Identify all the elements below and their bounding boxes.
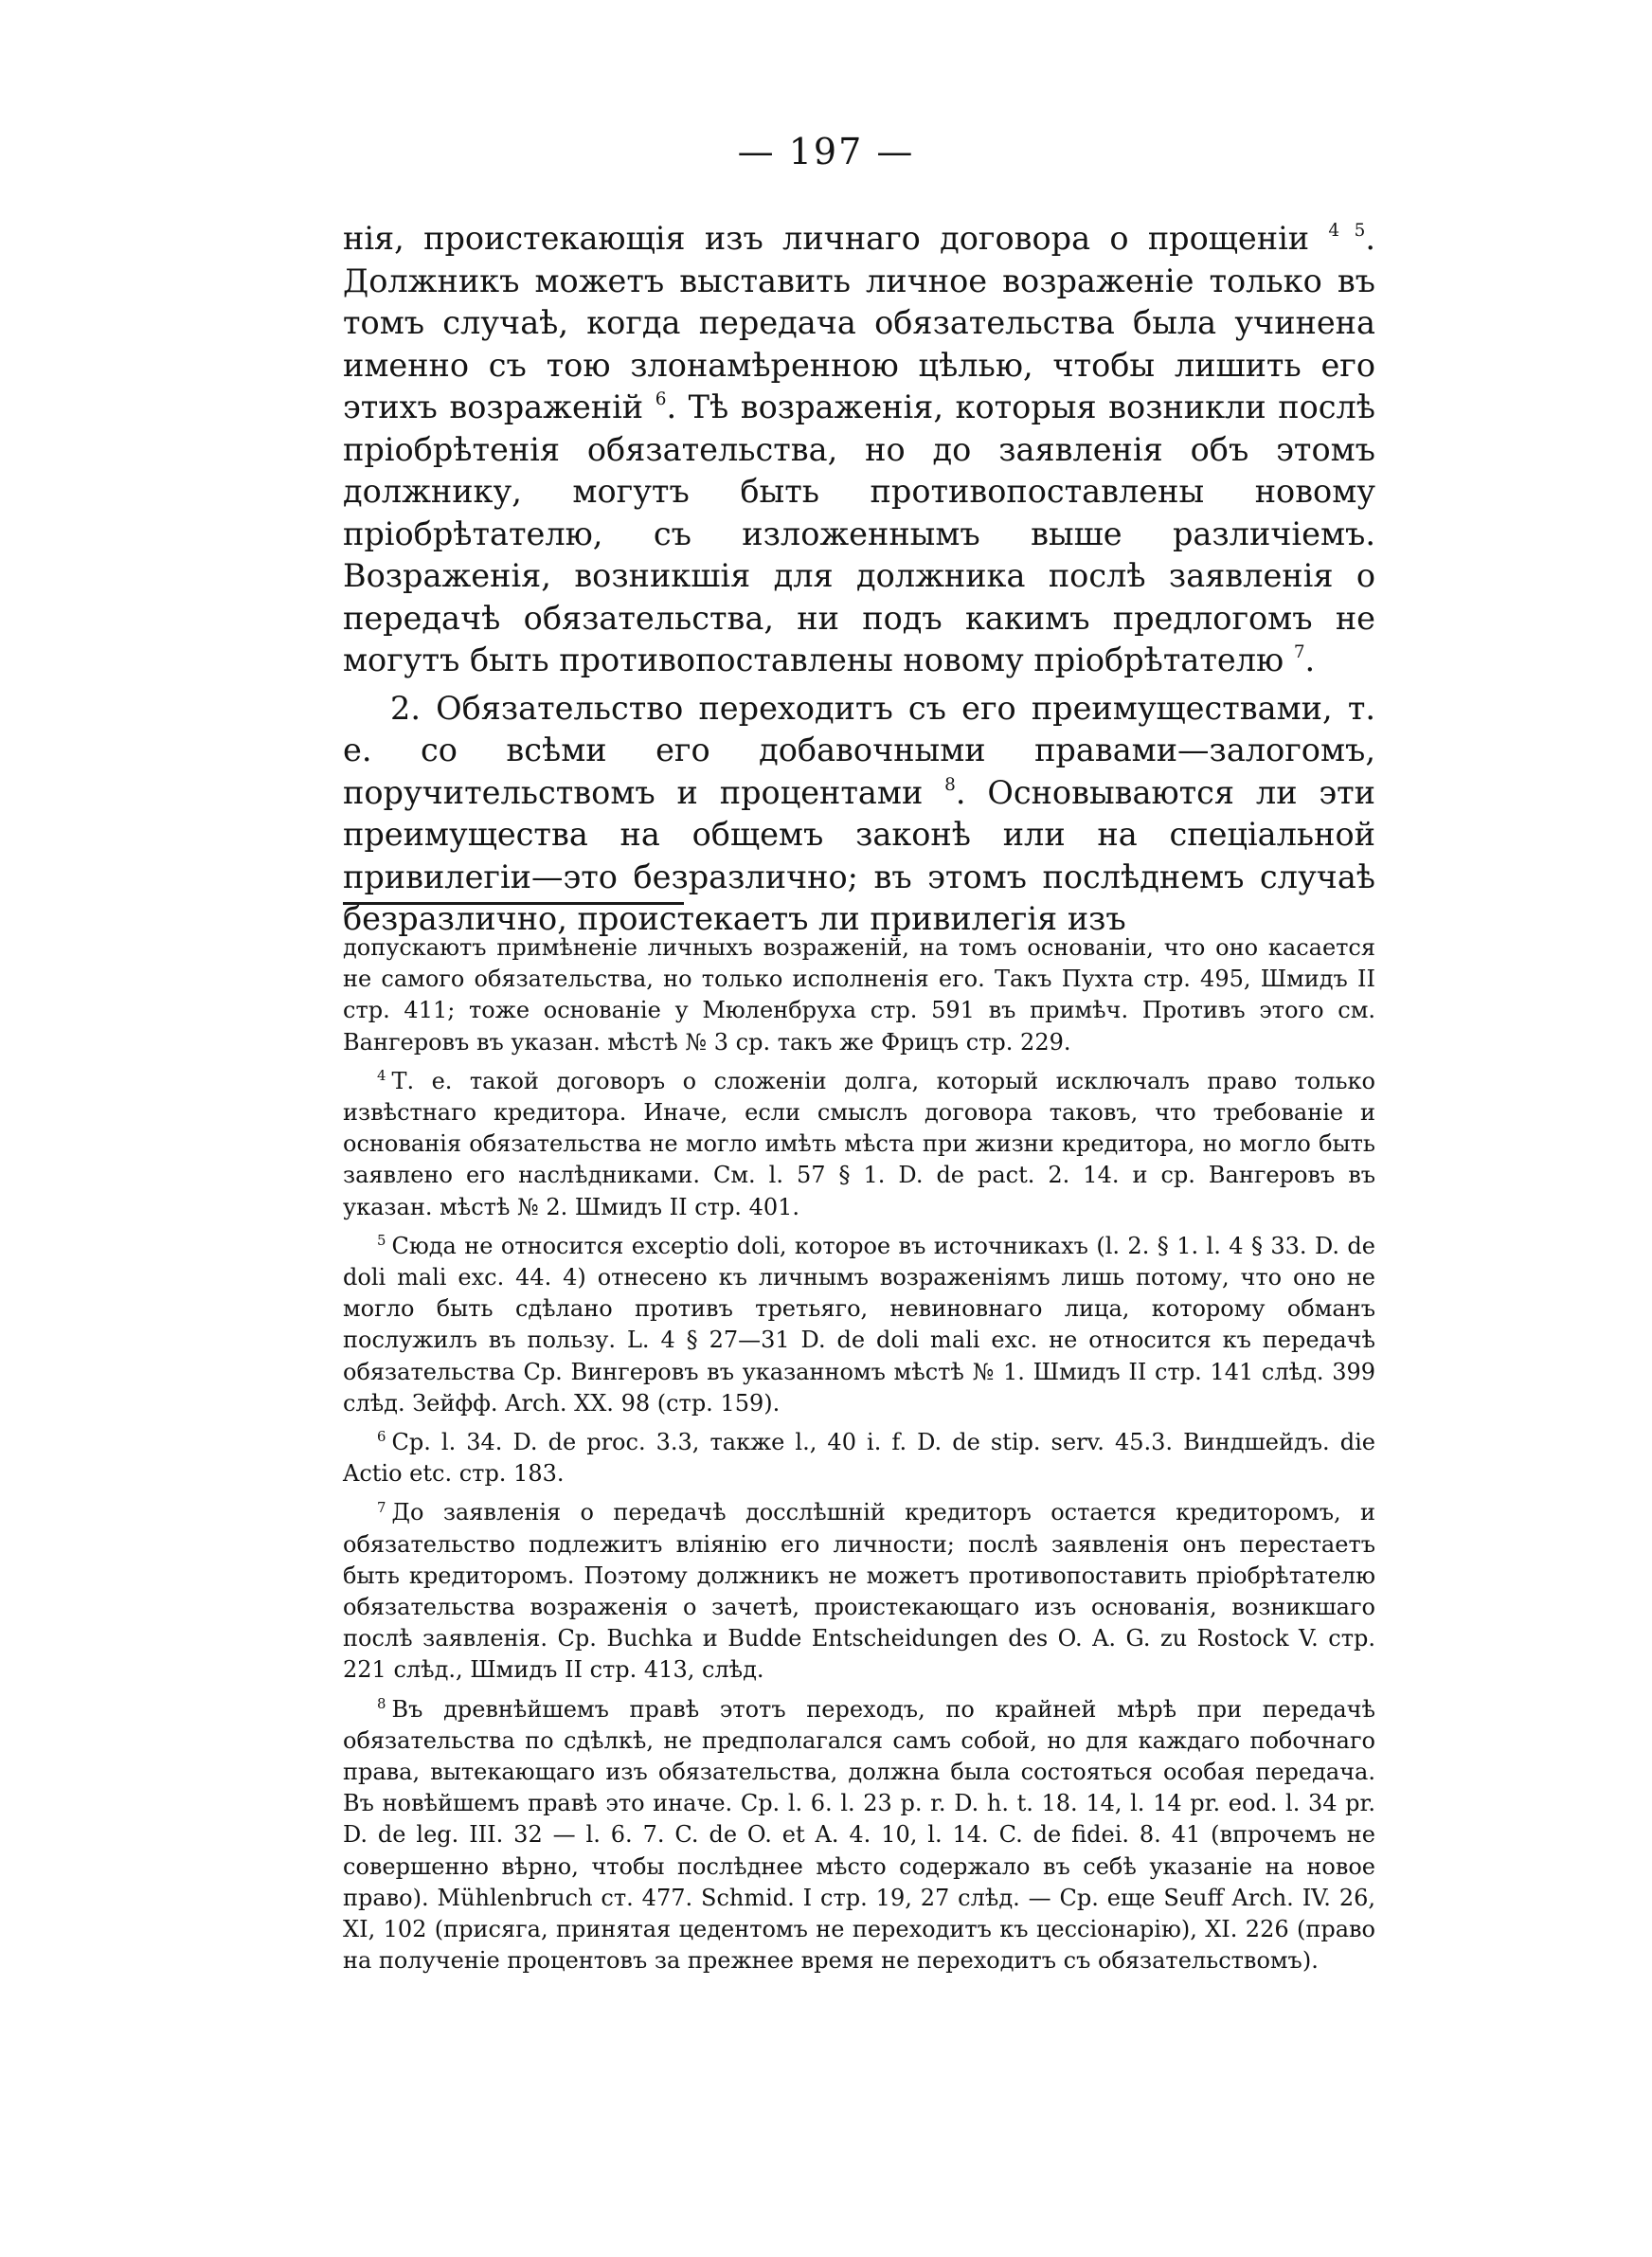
footnote-ref-6: 6: [655, 389, 667, 410]
page-number: — 197 —: [737, 131, 915, 172]
footnote-5-number: 5: [377, 1231, 386, 1249]
footnote-4-number: 4: [377, 1066, 386, 1084]
paragraph-2-text-a: 2. Обязательство переходитъ съ его преимуществами, т. е. со всѣми его добавочными правами—залогомъ, поручительствомъ и процентами: [343, 689, 1375, 811]
footnote-6: [343, 1427, 1375, 1490]
footnote-6-text: Ср. l. 34. D. de proc. 3.3, также l., 40 i. f. D. de stip. serv. 45.3. Виндшейдъ. die Actio etc. стр. 183.: [343, 1429, 1375, 1488]
paragraph-1-text-b: . Должникъ можетъ выставить личное возраженіе только въ томъ случаѣ, когда передача обязательства была учинена именно съ тою злонамѣренною цѣлью, чтобы лишить его этихъ возраженій: [343, 220, 1375, 425]
footnotes: [343, 932, 1375, 1985]
footnote-4: [343, 1066, 1375, 1223]
footnote-7-number: 7: [377, 1498, 386, 1516]
footnote-8-number: 8: [377, 1694, 386, 1712]
paragraph-1-text-a: нія, проистекающія изъ личнаго договора о прощеніи: [343, 220, 1310, 257]
footnote-4-text: Т. е. такой договоръ о сложеніи долга, который исключалъ право только извѣстнаго кредитора. Иначе, если смыслъ договора таковъ, что требованіе и основанія обязательства не могло имѣть мѣста при жизни кредитора, но могло быть заявлено его наслѣдниками. См. l. 57 § 1. D. de pact. 2. 14. и ср. Вангеровъ въ указан. мѣстѣ № 2. Шмидъ II стр. 401.: [343, 1067, 1375, 1220]
footnote-7: [343, 1497, 1375, 1686]
paragraph-1-text-d: .: [1304, 641, 1316, 678]
footnote-ref-4-5: 4 5: [1328, 221, 1366, 242]
paragraph-2-text-b: . Основываются ли эти преимущества на общемъ законѣ или на спеціальной привилегіи—это безразлично; въ этомъ послѣднемъ случаѣ безразлично, проистекаетъ ли привилегія изъ: [343, 773, 1376, 937]
footnote-8: [343, 1694, 1375, 1977]
footnote-ref-7: 7: [1293, 642, 1305, 663]
footnote-7-text: До заявленія о передачѣ досслѣшній кредиторъ остается кредиторомъ, и обязательство подлежитъ вліянію его личности; послѣ заявленія онъ перестаетъ быть кредиторомъ. Поэтому должникъ не можетъ противопоставить пріобрѣтателю обязательства возраженія о зачетѣ, проистекающаго изъ основанія, возникшаго послѣ заявленія. Ср. Buchka и Budde Entscheidungen des O. A. G. zu Rostock V. стр. 221 слѣд., Шмидъ II стр. 413, слѣд.: [343, 1499, 1375, 1684]
footnote-6-number: 6: [377, 1428, 386, 1446]
main-text: [343, 218, 1375, 941]
footnote-divider: [343, 902, 684, 905]
footnote-8-text: Въ древнѣйшемъ правѣ этотъ переходъ, по крайней мѣрѣ при передачѣ обязательства по сдѣлкѣ, не предполагался самъ собой, но для каждаго побочнаго права, вытекающаго изъ обязательства, должна была состояться особая передача. Въ новѣйшемъ правѣ это иначе. Ср. l. 6. l. 23 p. r. D. h. t. 18. 14, l. 14 pr. eod. l. 34 pr. D. de leg. III. 32 — l. 6. 7. C. de O. et A. 4. 10, l. 14. C. de fidei. 8. 41 (впрочемъ не совершенно вѣрно, чтобы послѣднее мѣсто содержало въ себѣ указаніе на новое право). Mühlenbruch ст. 477. Schmid. I стр. 19, 27 слѣд. — Ср. еще Seuff Arch. IV. 26, XI, 102 (присяга, принятая цедентомъ не переходитъ къ цессіонарію), XI. 226 (право на полученіе процентовъ за прежнее время не переходитъ съ обязательствомъ).: [343, 1695, 1375, 1975]
footnote-5: [343, 1231, 1375, 1419]
paragraph-1: [343, 218, 1375, 682]
footnote-5-text: Сюда не относится exceptio doli, которое въ источникахъ (l. 2. § 1. l. 4 § 33. D. de doli mali exc. 44. 4) отнесено къ личнымъ возраженіямъ лишь потому, что оно не могло быть сдѣлано противъ третьяго, невиновнаго лица, которому обманъ послужилъ въ пользу. L. 4 § 27—31 D. de doli mali exc. не относится къ передачѣ обязательства Ср. Вингеровъ въ указанномъ мѣстѣ № 1. Шмидъ II стр. 141 слѣд. 399 слѣд. Зейфф. Arch. XX. 98 (стр. 159).: [343, 1232, 1375, 1417]
paragraph-1-text-c: . Тѣ возраженія, которыя возникли послѣ пріобрѣтенія обязательства, но до заявленія объ этомъ должнику, могутъ быть противопоставлены новому пріобрѣтателю, съ изложеннымъ выше различіемъ. Возраженія, возникшія для должника послѣ заявленія о передачѣ обязательства, ни подъ какимъ предлогомъ не могутъ быть противопоставлены новому пріобрѣтателю: [343, 388, 1375, 678]
footnote-continuation: допускаютъ примѣненіе личныхъ возраженій, на томъ основаніи, что оно касается не самого обязательства, но только исполненія его. Такъ Пухта стр. 495, Шмидъ II стр. 411; тоже основаніе у Мюленбруха стр. 591 въ примѣч. Противъ этого см. Вангеровъ въ указан. мѣстѣ № 3 ср. такъ же Фрицъ стр. 229.: [343, 934, 1375, 1056]
footnote-ref-8: 8: [944, 774, 956, 795]
